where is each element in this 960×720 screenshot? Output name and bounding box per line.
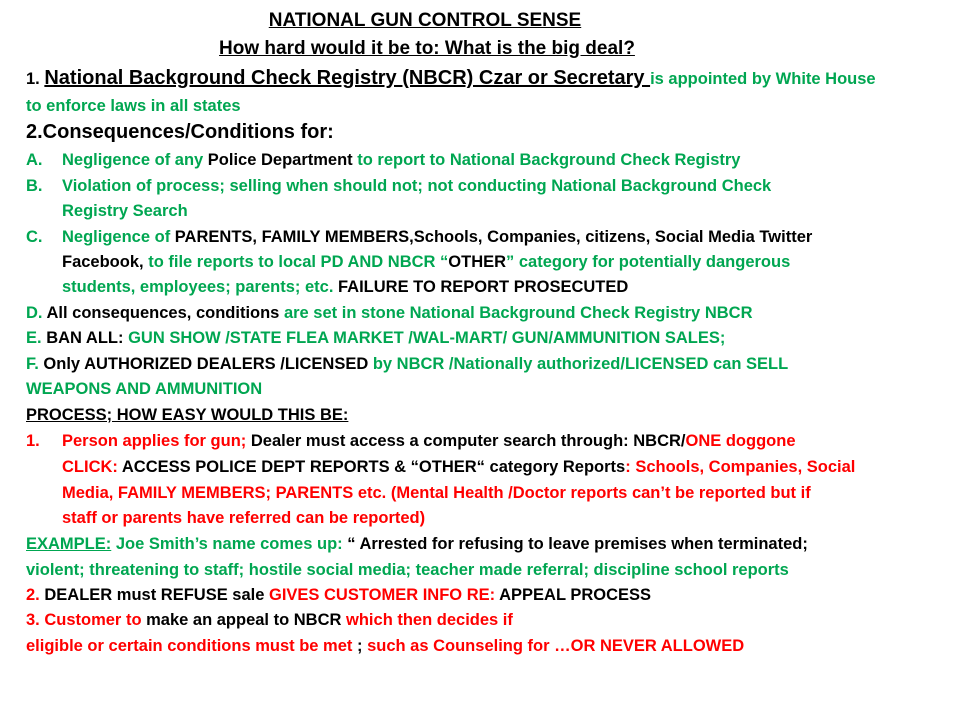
item-f-text-2: by NBCR /Nationally authorized/LICENSED can SELL — [372, 355, 789, 373]
item-c-text-6: ” category for potentially dangerous — [506, 253, 791, 271]
step-3-text-2: to — [125, 611, 147, 629]
item-a-text-3: to report to National Background Check Registry — [357, 151, 741, 169]
step-1-line-3: Media, FAMILY MEMBERS; PARENTS etc. (Mental Health /Doctor reports can’t be reported but if — [62, 484, 811, 502]
step-3-text-3: make an appeal to NBCR — [146, 611, 347, 629]
step-2-text-3: APPEAL PROCESS — [499, 586, 652, 604]
step-1-text-6: : Schools, Companies, Social — [625, 458, 856, 476]
step-1-marker: 1. — [26, 432, 40, 450]
step-3-text-6: ; — [356, 637, 368, 655]
item-1-line-1 — [26, 66, 876, 91]
item-c-line-1 — [62, 225, 812, 249]
step-1-text-5: ACCESS POLICE DEPT REPORTS & “OTHER“ category Reports — [121, 458, 626, 476]
step-1-text-1: Person applies for gun; — [62, 432, 251, 450]
item-d-text-2: are set in stone National Background Check Registry NBCR — [283, 304, 753, 322]
item-c-text-8: FAILURE TO REPORT PROSECUTED — [338, 278, 629, 296]
example-line-1 — [26, 532, 808, 556]
step-2-line — [26, 583, 651, 607]
item-f-line-2: WEAPONS AND AMMUNITION — [26, 380, 263, 398]
item-e-marker: E. — [26, 329, 47, 347]
item-a-text-2: Police Department — [207, 151, 358, 169]
step-3-text-1: 3. Customer — [26, 611, 126, 629]
item-1-text: is appointed by White House — [650, 70, 876, 88]
item-c-text-1: Negligence of — [62, 228, 175, 246]
example-text-2: “ Arrested for refusing to leave premises when terminated; — [347, 535, 808, 553]
example-label: EXAMPLE: — [26, 535, 112, 553]
step-1-line-4: staff or parents have referred can be reported) — [62, 509, 426, 527]
item-b-marker: B. — [26, 177, 43, 195]
example-text-1: Joe Smith’s name comes up: — [111, 535, 348, 553]
item-1-heading: National Background Check Registry (NBCR) Czar or Secretary — [44, 67, 651, 89]
item-e-line — [26, 326, 725, 350]
item-a-text-1: Negligence of any — [62, 151, 208, 169]
item-e-text-1: BAN ALL: — [46, 329, 129, 347]
item-c-line-2 — [62, 250, 790, 274]
step-1-line-2 — [62, 455, 855, 479]
page-subtitle: How hard would it be to: What is the big deal? — [219, 38, 635, 59]
step-3-text-5: eligible or certain conditions must be met — [26, 637, 357, 655]
step-3-line-1 — [26, 608, 513, 632]
item-f-marker: F. — [26, 355, 44, 373]
step-1-text-3: ONE doggone — [685, 432, 796, 450]
item-c-line-3 — [62, 275, 628, 299]
item-f-line-1 — [26, 352, 788, 376]
item-c-text-7: students, employees; parents; etc. — [62, 278, 338, 296]
item-d-marker: D. — [26, 304, 47, 322]
item-c-text-5: OTHER — [448, 253, 507, 271]
item-d-text-1: All consequences, conditions — [46, 304, 284, 322]
step-2-marker: 2. — [26, 586, 45, 604]
item-a-marker: A. — [26, 151, 43, 169]
item-c-text-4: to file reports to local PD AND NBCR “ — [148, 253, 449, 271]
step-1-line-1 — [62, 429, 796, 453]
item-d-line — [26, 301, 752, 325]
item-2-heading: 2.Consequences/Conditions for: — [26, 121, 334, 143]
step-3-line-2 — [26, 634, 744, 658]
process-heading: PROCESS; HOW EASY WOULD THIS BE: — [26, 406, 349, 424]
step-2-text-1: DEALER must REFUSE sale — [44, 586, 269, 604]
item-e-text-2: GUN SHOW /STATE FLEA MARKET /WAL-MART/ GUN/AMMUNITION SALES; — [128, 329, 726, 347]
step-3-text-4: which then decides if — [346, 611, 513, 629]
item-1-line-2: to enforce laws in all states — [26, 97, 241, 115]
item-c-marker: C. — [26, 228, 43, 246]
step-1-text-2: Dealer must access a computer search through: NBCR/ — [250, 432, 686, 450]
step-2-text-2: GIVES CUSTOMER INFO RE: — [269, 586, 500, 604]
item-1-number: 1. — [26, 70, 45, 88]
page-title: NATIONAL GUN CONTROL SENSE — [268, 10, 582, 31]
item-f-text-1: Only AUTHORIZED DEALERS /LICENSED — [43, 355, 373, 373]
example-line-2: violent; threatening to staff; hostile social media; teacher made referral; discipline school reports — [26, 561, 789, 579]
item-a-line — [62, 148, 741, 172]
item-c-text-3: Facebook, — [62, 253, 149, 271]
item-b-line-1: Violation of process; selling when should not; not conducting National Background Check — [62, 177, 772, 195]
step-3-text-7: such as Counseling for …OR NEVER ALLOWED — [367, 637, 745, 655]
item-b-line-2: Registry Search — [62, 202, 188, 220]
step-1-text-4: CLICK: — [62, 458, 122, 476]
item-c-text-2: PARENTS, FAMILY MEMBERS,Schools, Companies, citizens, Social Media Twitter — [174, 228, 813, 246]
